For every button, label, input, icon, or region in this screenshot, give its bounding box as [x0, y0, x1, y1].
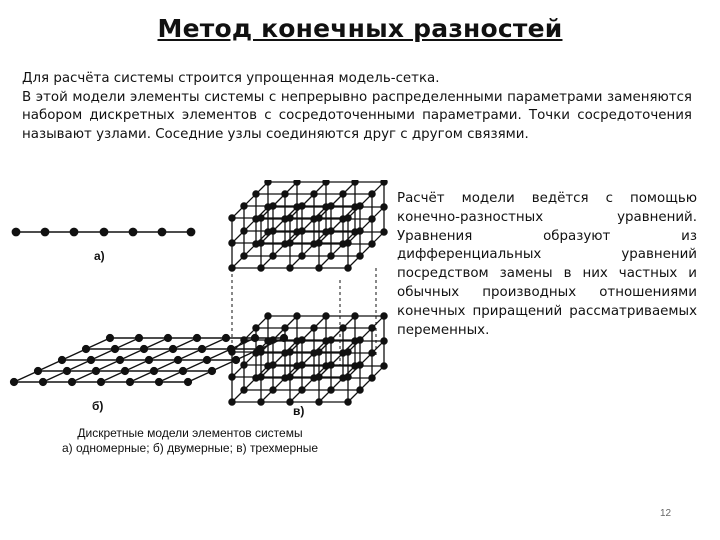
discrete-models-figure: [0, 180, 390, 430]
grid-node: [299, 203, 305, 209]
grid-node: [241, 362, 247, 368]
grid-node: [241, 337, 247, 343]
grid-node: [270, 253, 276, 259]
label-a: а): [94, 249, 105, 263]
grid-node: [170, 346, 177, 353]
grid-node: [345, 265, 351, 271]
grid-node: [241, 387, 247, 393]
grid-node: [311, 325, 317, 331]
grid-node: [229, 374, 235, 380]
grid-node: [316, 349, 322, 355]
three-dimensional-model-top: [229, 180, 387, 271]
grid-node: [369, 350, 375, 356]
grid-node: [127, 379, 134, 386]
grid-node: [369, 191, 375, 197]
grid-node: [258, 399, 264, 405]
grid-node: [265, 313, 271, 319]
grid-node: [223, 335, 230, 342]
grid-node: [241, 203, 247, 209]
grid-node: [369, 241, 375, 247]
grid-node: [233, 357, 240, 364]
grid-node: [316, 399, 322, 405]
grid-node: [229, 240, 235, 246]
figure-caption: [20, 426, 360, 456]
grid-node: [64, 368, 71, 375]
grid-node: [253, 191, 259, 197]
grid-node: [381, 338, 387, 344]
grid-node: [311, 191, 317, 197]
intro-paragraph-2: В этой модели элементы системы с непрерывно распределенными параметрами заменяются набором дискретных элементов с сосредоточенными параметрами. Точки сосредоточения называют узлами. Соседние узлы соединяются друг с другом связями.: [22, 89, 692, 142]
label-c: в): [293, 404, 305, 418]
grid-node: [328, 203, 334, 209]
grid-node: [345, 215, 351, 221]
grid-node: [265, 180, 271, 185]
intro-paragraph-1: Для расчёта системы строится упрощенная модель-сетка.: [22, 71, 440, 86]
grid-node: [209, 368, 216, 375]
grid-node: [294, 313, 300, 319]
grid-node: [381, 313, 387, 319]
grid-node: [328, 362, 334, 368]
page-title: Метод конечных разностей: [157, 14, 563, 43]
grid-node: [270, 203, 276, 209]
grid-node: [299, 228, 305, 234]
grid-node: [357, 387, 363, 393]
grid-node: [194, 335, 201, 342]
grid-node: [258, 374, 264, 380]
grid-node: [122, 368, 129, 375]
grid-node: [270, 387, 276, 393]
grid-node: [282, 325, 288, 331]
grid-node: [253, 325, 259, 331]
grid-node: [258, 240, 264, 246]
grid-node: [294, 180, 300, 185]
grid-node: [345, 374, 351, 380]
grid-node: [287, 374, 293, 380]
grid-node: [112, 346, 119, 353]
grid-node: [258, 265, 264, 271]
grid-node: [282, 191, 288, 197]
grid-node: [258, 349, 264, 355]
grid-node: [241, 228, 247, 234]
grid-node: [357, 362, 363, 368]
grid-node: [35, 368, 42, 375]
grid-node: [369, 375, 375, 381]
grid-node: [316, 374, 322, 380]
grid-node: [352, 313, 358, 319]
grid-node: [270, 337, 276, 343]
grid-node: [287, 265, 293, 271]
caption-line-2: а) одномерные; б) двумерные; в) трехмерные: [61, 441, 319, 455]
grid-node: [381, 204, 387, 210]
grid-node: [59, 357, 66, 364]
grid-node: [381, 363, 387, 369]
grid-node: [287, 215, 293, 221]
grid-node: [107, 335, 114, 342]
grid-node: [299, 362, 305, 368]
label-b: б): [92, 399, 104, 413]
grid-node: [328, 337, 334, 343]
grid-node: [98, 379, 105, 386]
grid-node: [369, 216, 375, 222]
grid-node: [345, 240, 351, 246]
grid-node: [299, 253, 305, 259]
grid-node: [40, 379, 47, 386]
grid-node: [180, 368, 187, 375]
grid-node: [328, 387, 334, 393]
grid-node: [146, 357, 153, 364]
grid-node: [11, 379, 18, 386]
caption-line-1: Дискретные модели элементов системы: [77, 426, 303, 440]
grid-node: [270, 228, 276, 234]
grid-node: [316, 240, 322, 246]
grid-node: [299, 387, 305, 393]
page-number: 12: [660, 508, 672, 519]
grid-node: [381, 229, 387, 235]
grid-node: [299, 337, 305, 343]
grid-node: [316, 215, 322, 221]
grid-node: [241, 253, 247, 259]
grid-node: [381, 180, 387, 185]
grid-node: [88, 357, 95, 364]
grid-node: [136, 335, 143, 342]
three-dimensional-model-bottom: [229, 313, 387, 405]
grid-node: [345, 399, 351, 405]
grid-node: [287, 349, 293, 355]
grid-node: [117, 357, 124, 364]
grid-node: [93, 368, 100, 375]
grid-node: [352, 180, 358, 185]
grid-node: [204, 357, 211, 364]
grid-node: [287, 240, 293, 246]
grid-node: [345, 349, 351, 355]
grid-node: [258, 215, 264, 221]
grid-node: [328, 228, 334, 234]
one-dimensional-model: [12, 228, 194, 235]
grid-node: [199, 346, 206, 353]
grid-node: [229, 349, 235, 355]
grid-node: [185, 379, 192, 386]
grid-node: [357, 253, 363, 259]
grid-node: [151, 368, 158, 375]
grid-node: [83, 346, 90, 353]
grid-node: [357, 203, 363, 209]
grid-node: [340, 325, 346, 331]
grid-node: [156, 379, 163, 386]
grid-node: [141, 346, 148, 353]
grid-node: [229, 399, 235, 405]
grid-node: [316, 265, 322, 271]
grid-node: [323, 180, 329, 185]
grid-node: [328, 253, 334, 259]
grid-node: [357, 337, 363, 343]
grid-node: [69, 379, 76, 386]
grid-node: [229, 215, 235, 221]
grid-node: [369, 325, 375, 331]
grid-node: [357, 228, 363, 234]
grid-node: [270, 362, 276, 368]
explanation-text: Расчёт модели ведётся с помощью конечно-разностных уравнений. Уравнения образуют из дифференциальных уравнений посредством замены в них частных и обычных производных отношениями конечных приращений рассматриваемых переменных.: [397, 191, 697, 338]
grid-node: [323, 313, 329, 319]
intro-text: [22, 70, 692, 144]
grid-node: [340, 191, 346, 197]
grid-node: [165, 335, 172, 342]
grid-node: [175, 357, 182, 364]
